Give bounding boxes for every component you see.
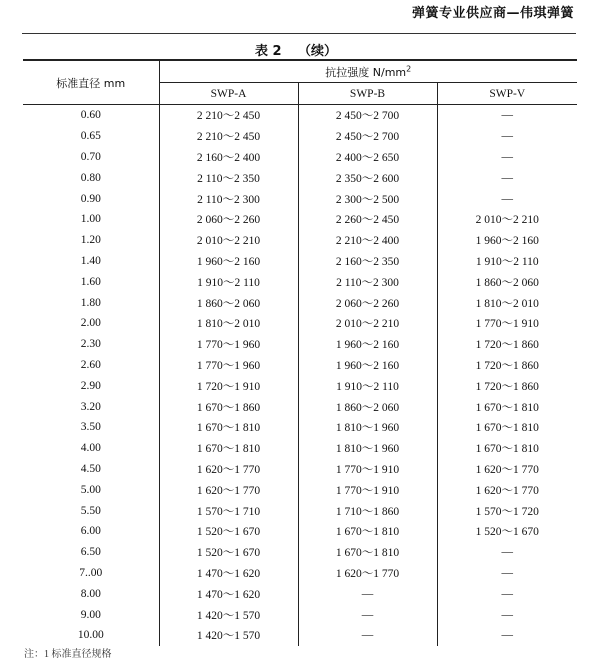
footnote: 注：1 标准直径规格: [24, 649, 112, 660]
cell-swp-a: 1 620～1 770: [159, 459, 298, 480]
cell-swp-v: —: [501, 566, 513, 579]
header-rule: [22, 33, 576, 34]
cell-swp-a: 1 810～2 010: [159, 313, 298, 334]
header-swp-v: SWP-V: [437, 83, 577, 105]
table-row: [23, 188, 577, 209]
cell-swp-v: —: [501, 587, 513, 600]
cell-swp-b: 2 450～2 700: [298, 126, 437, 147]
header-diameter: 标准直径 mm: [23, 60, 159, 105]
cell-swp-a: 2 010～2 210: [159, 230, 298, 251]
cell-swp-b: —: [298, 604, 437, 625]
table-row: [23, 375, 577, 396]
table-row: [23, 521, 577, 542]
cell-swp-a: 1 420～1 570: [159, 625, 298, 646]
cell-swp-v: 1 720～1 860: [475, 359, 539, 372]
cell-swp-v: —: [501, 546, 513, 559]
cell-swp-a: 1 620～1 770: [159, 479, 298, 500]
table-row: [23, 542, 577, 563]
table-row: [23, 500, 577, 521]
cell-diameter: 0.90: [23, 188, 159, 209]
table-row: [23, 479, 577, 500]
cell-swp-a: 1 720～1 910: [159, 375, 298, 396]
table-row: [23, 251, 577, 272]
cell-swp-b: 1 960～2 160: [298, 355, 437, 376]
cell-swp-v: 1 810～2 010: [475, 297, 539, 310]
cell-swp-a: 1 770～1 960: [159, 355, 298, 376]
cell-swp-a: 2 110～2 350: [159, 167, 298, 188]
cell-diameter: 4.50: [23, 459, 159, 480]
cell-swp-v: 1 620～1 770: [475, 463, 539, 476]
cell-swp-v: —: [501, 171, 513, 184]
cell-swp-b: 1 710～1 860: [298, 500, 437, 521]
table-row: [23, 313, 577, 334]
cell-swp-v: 2 010～2 210: [475, 214, 539, 227]
cell-swp-b: 2 210～2 400: [298, 230, 437, 251]
cell-swp-a: 1 670～1 810: [159, 417, 298, 438]
cell-swp-a: 1 520～1 670: [159, 521, 298, 542]
cell-swp-a: 1 670～1 810: [159, 438, 298, 459]
cell-diameter: 3.20: [23, 396, 159, 417]
table-row: [23, 355, 577, 376]
cell-diameter: 0.70: [23, 147, 159, 168]
cell-diameter: 0.80: [23, 167, 159, 188]
cell-swp-a: 1 670～1 860: [159, 396, 298, 417]
table-row: [23, 438, 577, 459]
table-row: [23, 583, 577, 604]
cell-swp-a: 1 470～1 620: [159, 583, 298, 604]
cell-swp-v: —: [501, 150, 513, 163]
cell-swp-b: 1 810～1 960: [298, 438, 437, 459]
cell-swp-b: 1 860～2 060: [298, 396, 437, 417]
cell-diameter: 6.00: [23, 521, 159, 542]
cell-swp-b: 1 910～2 110: [298, 375, 437, 396]
cell-swp-b: 1 670～1 810: [298, 521, 437, 542]
cell-swp-v: —: [501, 130, 513, 143]
tensile-strength-table: [23, 59, 577, 646]
table-caption: [0, 40, 592, 59]
cell-swp-b: 2 300～2 500: [298, 188, 437, 209]
cell-swp-v: —: [501, 192, 513, 205]
cell-diameter: 0.65: [23, 126, 159, 147]
table-row: [23, 604, 577, 625]
cell-swp-a: 2 060～2 260: [159, 209, 298, 230]
cell-swp-v: 1 720～1 860: [475, 339, 539, 352]
cell-swp-b: 1 770～1 910: [298, 459, 437, 480]
cell-diameter: 7..00: [23, 563, 159, 584]
cell-swp-a: 1 420～1 570: [159, 604, 298, 625]
header-tensile-label: 抗拉强度 N/mm: [325, 65, 407, 79]
table-row: [23, 105, 577, 126]
cell-swp-v: 1 720～1 860: [475, 380, 539, 393]
cell-diameter: 3.50: [23, 417, 159, 438]
table-row: [23, 417, 577, 438]
table-row: [23, 625, 577, 646]
cell-swp-v: 1 910～2 110: [475, 255, 539, 268]
cell-swp-a: 1 570～1 710: [159, 500, 298, 521]
cell-swp-v: 1 860～2 060: [475, 276, 539, 289]
cell-swp-b: 2 260～2 450: [298, 209, 437, 230]
cell-diameter: 2.30: [23, 334, 159, 355]
cell-diameter: 2.00: [23, 313, 159, 334]
table-row: [23, 334, 577, 355]
cell-swp-a: 2 210～2 450: [159, 126, 298, 147]
cell-swp-b: 2 110～2 300: [298, 271, 437, 292]
table-row: [23, 209, 577, 230]
table-row: [23, 230, 577, 251]
table-row: [23, 292, 577, 313]
cell-swp-a: 1 910～2 110: [159, 271, 298, 292]
cell-swp-a: 2 210～2 450: [159, 105, 298, 126]
cell-swp-a: 1 860～2 060: [159, 292, 298, 313]
table-row: [23, 396, 577, 417]
cell-swp-b: 2 350～2 600: [298, 167, 437, 188]
cell-swp-b: 2 010～2 210: [298, 313, 437, 334]
cell-diameter: 1.60: [23, 271, 159, 292]
caption-label: 表 2: [254, 44, 282, 59]
cell-swp-v: 1 670～1 810: [475, 401, 539, 414]
cell-swp-v: —: [501, 109, 513, 122]
cell-swp-a: 1 470～1 620: [159, 563, 298, 584]
cell-swp-v: 1 620～1 770: [475, 484, 539, 497]
cell-swp-v: 1 960～2 160: [475, 235, 539, 248]
cell-diameter: 6.50: [23, 542, 159, 563]
cell-swp-b: 1 620～1 770: [298, 563, 437, 584]
cell-swp-a: 2 160～2 400: [159, 147, 298, 168]
cell-diameter: 1.20: [23, 230, 159, 251]
cell-diameter: 9.00: [23, 604, 159, 625]
cell-diameter: 5.50: [23, 500, 159, 521]
cell-diameter: 8.00: [23, 583, 159, 604]
cell-swp-a: 1 960～2 160: [159, 251, 298, 272]
brand-header: 弹簧专业供应商—伟琪弹簧: [411, 6, 574, 21]
cell-diameter: 1.80: [23, 292, 159, 313]
header-tensile-strength: [159, 60, 577, 83]
table-row: [23, 459, 577, 480]
cell-swp-v: 1 520～1 670: [475, 526, 539, 539]
cell-diameter: 5.00: [23, 479, 159, 500]
cell-swp-v: 1 570～1 720: [475, 505, 539, 518]
cell-diameter: 4.00: [23, 438, 159, 459]
cell-diameter: 1.00: [23, 209, 159, 230]
cell-diameter: 2.60: [23, 355, 159, 376]
table-row: [23, 147, 577, 168]
cell-diameter: 2.90: [23, 375, 159, 396]
cell-swp-v: 1 770～1 910: [475, 318, 539, 331]
cell-swp-b: 1 670～1 810: [298, 542, 437, 563]
cell-swp-b: 1 810～1 960: [298, 417, 437, 438]
cell-swp-a: 1 770～1 960: [159, 334, 298, 355]
cell-swp-v: 1 670～1 810: [475, 422, 539, 435]
cell-swp-v: —: [501, 608, 513, 621]
caption-continued: （续）: [298, 44, 338, 59]
cell-diameter: 1.40: [23, 251, 159, 272]
cell-swp-b: —: [298, 625, 437, 646]
cell-swp-b: 2 450～2 700: [298, 105, 437, 126]
cell-swp-v: 1 670～1 810: [475, 443, 539, 456]
header-swp-a: SWP-A: [159, 83, 298, 105]
cell-swp-v: —: [501, 629, 513, 642]
cell-diameter: 10.00: [23, 625, 159, 646]
table-row: [23, 167, 577, 188]
header-unit-superscript: 2: [406, 63, 412, 73]
cell-swp-b: 1 960～2 160: [298, 334, 437, 355]
cell-swp-b: —: [298, 583, 437, 604]
cell-swp-b: 2 160～2 350: [298, 251, 437, 272]
cell-swp-a: 2 110～2 300: [159, 188, 298, 209]
cell-swp-a: 1 520～1 670: [159, 542, 298, 563]
cell-swp-b: 2 400～2 650: [298, 147, 437, 168]
table-row: [23, 563, 577, 584]
table-body: [23, 105, 577, 646]
table-row: [23, 126, 577, 147]
header-swp-b: SWP-B: [298, 83, 437, 105]
cell-swp-b: 2 060～2 260: [298, 292, 437, 313]
cell-swp-b: 1 770～1 910: [298, 479, 437, 500]
table-row: [23, 271, 577, 292]
cell-diameter: 0.60: [23, 105, 159, 126]
